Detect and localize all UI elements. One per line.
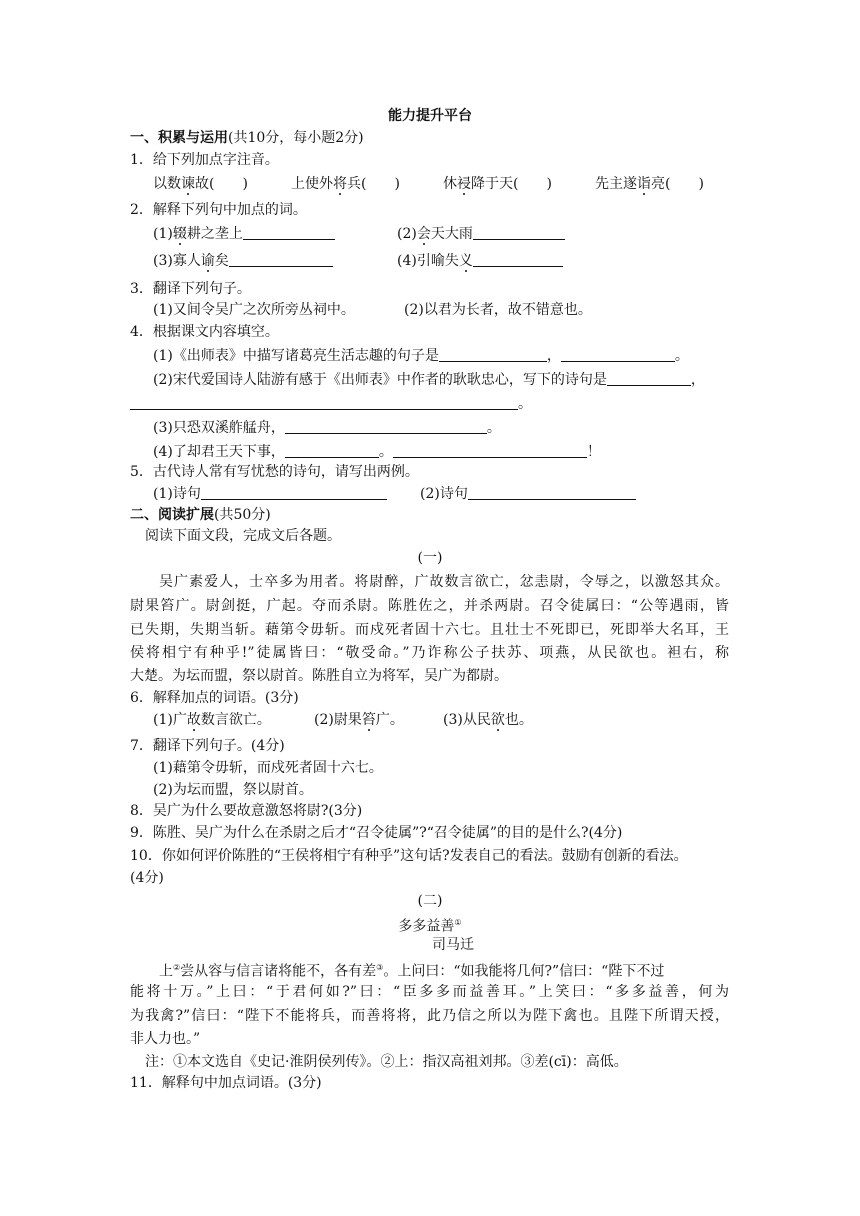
q3-sentence: (1)又间令吴广之次所旁丛祠中。 <box>153 302 355 318</box>
answer-blank[interactable] <box>468 485 636 500</box>
answer-blank[interactable] <box>561 347 675 362</box>
answer-blank[interactable] <box>473 252 563 267</box>
passage-2-title: 多多益善① <box>398 918 462 935</box>
q3-stem: 3．翻译下列句子。 <box>130 281 251 297</box>
q4-line: (3)只恐双溪舴艋舟， 。 <box>153 420 501 436</box>
q2-item: (2)会天大雨 <box>397 224 565 244</box>
q7-stem: 7．翻译下列句子。(4分) <box>130 738 285 754</box>
q4-line: (2)宋代爱国诗人陆游有感于《出师表》中作者的耿耿忠心，写下的诗句是 ， <box>153 372 705 388</box>
passage-2-line: 能将十万。”上曰：“于君何如?”曰：“臣多多而益善耳。”上笑曰：“多多益善，何为 <box>130 984 729 1000</box>
passage-1-label: (一) <box>417 550 443 566</box>
q2-item: (1)辍耕之垄上 <box>153 224 335 244</box>
q2-item: (4)引喻失义 <box>397 251 563 271</box>
answer-blank[interactable] <box>243 225 335 240</box>
passage-2-line: 上②尝从容与信言诸将能不，各有差③。上问曰：“如我能将几何?”信曰：“陛下不过 <box>159 963 665 980</box>
passage-1-line: 侯将相宁有种乎!”徒属皆曰：“敬受命。”乃诈称公子扶苏、项燕，从民欲也。袒右，称 <box>130 645 729 661</box>
q2-item: (3)寡人谕矣 <box>153 251 333 271</box>
q1-item: 休祲降于天( ) <box>443 176 552 192</box>
q8-stem: 8．吴广为什么要故意激怒将尉?(3分) <box>130 803 363 819</box>
passage-2-label: (二) <box>417 893 443 909</box>
passage-1-line: 大楚。为坛而盟，祭以尉首。陈胜自立为将军，吴广为都尉。 <box>130 668 508 684</box>
q5-line: (1)诗句 <box>153 484 387 504</box>
answer-blank[interactable] <box>285 443 379 458</box>
q7-sentence: (2)为坛而盟，祭以尉首。 <box>153 782 313 798</box>
q4-stem: 4．根据课文内容填空。 <box>130 324 279 340</box>
q6-stem: 6．解释加点的词语。(3分) <box>130 690 299 706</box>
q5-stem: 5．古代诗人常有写忧愁的诗句，请写出两例。 <box>130 464 419 480</box>
passage-2-line: 非人力也。” <box>130 1031 201 1047</box>
q4-line: (4)了却君王天下事， 。 ！ <box>153 444 601 460</box>
reading-intro: 阅读下面文段，完成文后各题。 <box>145 528 341 544</box>
q6-item: (1)广故数言欲亡。 <box>153 712 271 728</box>
passage-2-author: 司马迁 <box>432 937 474 953</box>
answer-blank[interactable] <box>607 371 691 386</box>
answer-blank[interactable] <box>229 252 333 267</box>
answer-blank[interactable] <box>393 443 587 458</box>
q5-line: (2)诗句 <box>420 484 636 504</box>
answer-blank[interactable] <box>130 395 518 410</box>
q4-line: 。 <box>130 394 532 414</box>
q11-stem: 11．解释句中加点词语。(3分) <box>130 1075 322 1091</box>
answer-blank[interactable] <box>201 485 387 500</box>
passage-1-line: 吴广素爱人，士卒多为用者。将尉醉，广故数言欲亡，忿恚尉，令辱之，以激怒其众。 <box>159 574 729 590</box>
passage-2-line: 为我禽?”信曰：“陛下不能将兵，而善将将，此乃信之所以为陛下禽也。且陛下所谓天授， <box>130 1008 729 1024</box>
section-1-heading: 一、积累与运用(共10分，每小题2分) <box>130 130 364 146</box>
q1-item: 上使外将兵( ) <box>291 176 400 192</box>
q3-sentence: (2)以君为长者，故不错意也。 <box>404 302 592 318</box>
section-2-heading: 二、阅读扩展(共50分) <box>130 507 271 523</box>
answer-blank[interactable] <box>285 419 487 434</box>
q1-item: 先主遂诣亮( ) <box>595 176 704 192</box>
q6-item: (3)从民欲也。 <box>443 712 533 728</box>
q1-item: 以数谏故( ) <box>153 176 248 192</box>
passage-1-line: 已失期，失期当斩。藉第令毋斩。而戍死者固十六七。且壮士不死即已，死即举大名耳，王 <box>130 622 729 638</box>
passage-2-note: 注：①本文选自《史记·淮阴侯列传》。②上：指汉高祖刘邦。③差(cī)：高低。 <box>145 1054 628 1070</box>
page-title: 能力提升平台 <box>388 108 472 124</box>
q10-stem-cont: (4分) <box>130 870 164 886</box>
answer-blank[interactable] <box>473 225 565 240</box>
q1-stem: 1．给下列加点字注音。 <box>130 152 279 168</box>
answer-blank[interactable] <box>439 347 547 362</box>
q9-stem: 9．陈胜、吴广为什么在杀尉之后才“召令徒属”?“召令徒属”的目的是什么?(4分) <box>130 825 623 841</box>
q10-stem: 10．你如何评价陈胜的“王侯将相宁有种乎”这句话?发表自己的看法。鼓励有创新的看法。 <box>130 848 688 864</box>
q7-sentence: (1)藉第令毋斩，而戍死者固十六七。 <box>153 760 383 776</box>
passage-1-line: 尉果笞广。尉剑挺，广起。夺而杀尉。陈胜佐之，并杀两尉。召令徒属曰：“公等遇雨，皆 <box>130 598 729 614</box>
q2-stem: 2．解释下列句中加点的词。 <box>130 202 307 218</box>
q4-line: (1)《出师表》中描写诸葛亮生活志趣的句子是 ， 。 <box>153 348 689 364</box>
q6-item: (2)尉果笞广。 <box>314 712 404 728</box>
